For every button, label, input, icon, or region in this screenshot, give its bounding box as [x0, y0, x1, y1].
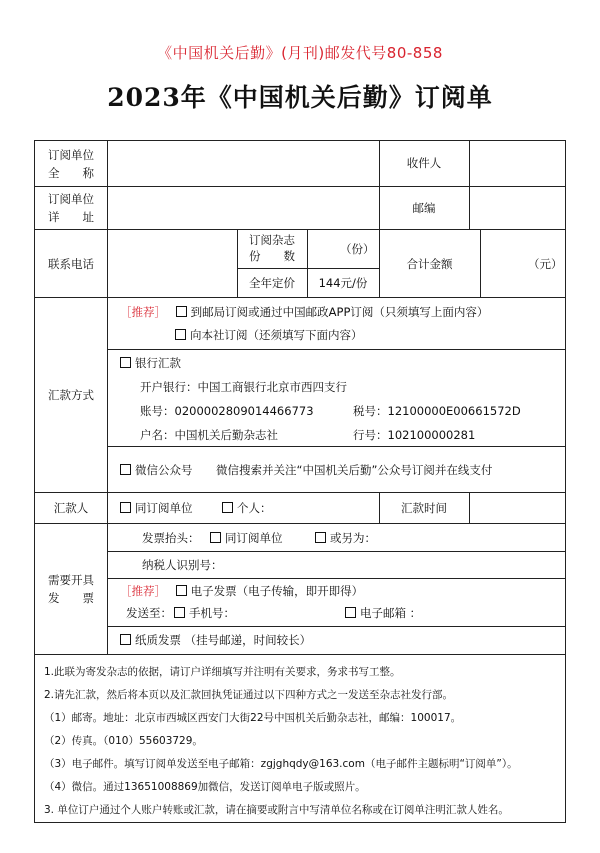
- send-to-phone[interactable]: 手机号：: [174, 606, 235, 620]
- postcode-field[interactable]: [472, 190, 562, 226]
- checkbox-icon[interactable]: [120, 502, 131, 513]
- checkbox-icon[interactable]: [175, 329, 186, 340]
- table-border-right: [565, 140, 566, 823]
- phone-field[interactable]: [112, 233, 234, 293]
- invoice-header-other[interactable]: 或另为：: [315, 531, 376, 545]
- wechat-instructions: 微信搜索并关注“中国机关后勤”公众号订阅并在线支付: [216, 463, 493, 477]
- checkbox-icon[interactable]: [315, 532, 326, 543]
- remitter-label: 汇款人: [53, 501, 89, 515]
- row-divider: [34, 186, 566, 187]
- invoice-header-same-unit[interactable]: 同订阅单位: [210, 531, 283, 545]
- table-border-top: [34, 140, 566, 141]
- remitter-personal[interactable]: 个人：: [222, 501, 272, 515]
- checkbox-icon[interactable]: [120, 634, 131, 645]
- send-to-email[interactable]: 电子邮箱 ：: [345, 606, 421, 620]
- col-divider: [480, 229, 481, 297]
- form-title: 2023年《中国机关后勤》订阅单: [107, 83, 493, 112]
- note-line: 2.请先汇款，然后将本页以及汇款回执凭证通过以下四种方式之一发送至杂志社发行部。: [44, 689, 454, 701]
- send-to-label: 发送至：: [126, 606, 172, 620]
- invoice-divider: [108, 578, 566, 579]
- unit-address-label: 订阅单位 详 址: [48, 192, 94, 224]
- remit-divider: [108, 349, 566, 350]
- remit-divider: [108, 446, 566, 447]
- copies-label: 订阅杂志 份 数: [249, 233, 295, 263]
- invoice-divider: [108, 551, 566, 552]
- note-line: 3. 单位订户通过个人账户转账或汇款，请在摘要或附言中写清单位名称或在订阅单注明汇款人姓名。: [44, 804, 509, 816]
- option-bank-transfer[interactable]: 银行汇款: [120, 356, 181, 370]
- checkbox-icon[interactable]: [176, 306, 187, 317]
- tax-number: 税号：12100000E00661572D: [353, 404, 521, 418]
- remittance-time-field[interactable]: [472, 496, 562, 520]
- row-divider: [34, 492, 566, 493]
- option-wechat[interactable]: 微信公众号: [120, 463, 193, 477]
- option-electronic-invoice[interactable]: ［推荐］ 电子发票（电子传输，即开即得）: [120, 584, 364, 598]
- unit-name-label: 订阅单位 全 称: [48, 148, 94, 180]
- note-line: （2）传真。（010）55603729。: [44, 735, 203, 747]
- invoice-header-label: 发票抬头：: [142, 531, 200, 545]
- phone-label: 联系电话: [48, 257, 94, 271]
- option-paper-invoice[interactable]: 纸质发票 （挂号邮递，时间较长）: [120, 633, 311, 647]
- checkbox-icon[interactable]: [120, 464, 131, 475]
- row-divider: [34, 654, 566, 655]
- checkbox-icon[interactable]: [120, 357, 131, 368]
- note-line: （4）微信。通过13651008869加微信，发送订阅单电子版或照片。: [44, 781, 366, 793]
- postcode-label: 邮编: [412, 201, 436, 215]
- bank-code: 行号：102100000281: [353, 428, 476, 442]
- unit-name-field[interactable]: [112, 148, 374, 182]
- col-divider: [469, 140, 470, 229]
- account-name: 户名：中国机关后勤杂志社: [140, 428, 278, 442]
- invoice-label: 需要开具 发 票: [48, 573, 94, 605]
- option-direct[interactable]: 向本社订阅（还须填写下面内容）: [175, 328, 363, 342]
- checkbox-icon[interactable]: [210, 532, 221, 543]
- note-line: （1）邮寄。地址：北京市西城区西安门大街22号中国机关后勤杂志社，邮编：100017。: [44, 712, 462, 724]
- copies-unit: （份）: [340, 242, 375, 256]
- recommend-tag: ［推荐］: [120, 584, 166, 598]
- checkbox-icon[interactable]: [174, 607, 185, 618]
- remitter-same-unit[interactable]: 同订阅单位: [120, 501, 193, 515]
- unit-address-field[interactable]: [112, 190, 374, 226]
- row-divider: [34, 297, 566, 298]
- recipient-field[interactable]: [472, 148, 562, 182]
- note-line: （3）电子邮件。填写订阅单发送至电子邮箱：zgjghqdy@163.com（电子邮件主题标明“订阅单”）。: [44, 758, 518, 770]
- table-border-bottom: [34, 822, 566, 823]
- remittance-time-label: 汇款时间: [401, 501, 447, 515]
- checkbox-icon[interactable]: [345, 607, 356, 618]
- recipient-label: 收件人: [406, 156, 442, 170]
- note-line: 1.此联为寄发杂志的依据，请订户详细填写并注明有关要求，务求书写工整。: [44, 666, 401, 678]
- table-border-left: [34, 140, 35, 823]
- checkbox-icon[interactable]: [222, 502, 233, 513]
- bank-name: 开户银行：中国工商银行北京市西四支行: [140, 380, 347, 394]
- taxpayer-id-label: 纳税人识别号：: [142, 558, 223, 572]
- checkbox-icon[interactable]: [176, 585, 187, 596]
- recommend-tag: ［推荐］: [120, 305, 166, 319]
- bank-account: 账号：0200002809014466773: [140, 404, 314, 418]
- journal-subtitle: 《中国机关后勤》(月刊)邮发代号80-858: [157, 44, 443, 62]
- price-divider: [237, 268, 379, 269]
- option-post-office[interactable]: ［推荐］ 到邮局订阅或通过中国邮政APP订阅（只须填写上面内容）: [120, 305, 489, 319]
- invoice-divider: [108, 626, 566, 627]
- annual-price-value: 144元/份: [318, 276, 368, 290]
- total-label: 合计金额: [406, 257, 453, 271]
- annual-price-label: 全年定价: [249, 276, 295, 290]
- remittance-label: 汇款方式: [48, 388, 94, 402]
- total-unit: （元）: [528, 257, 563, 271]
- row-divider: [34, 229, 566, 230]
- row-divider: [34, 523, 566, 524]
- col-divider: [469, 492, 470, 523]
